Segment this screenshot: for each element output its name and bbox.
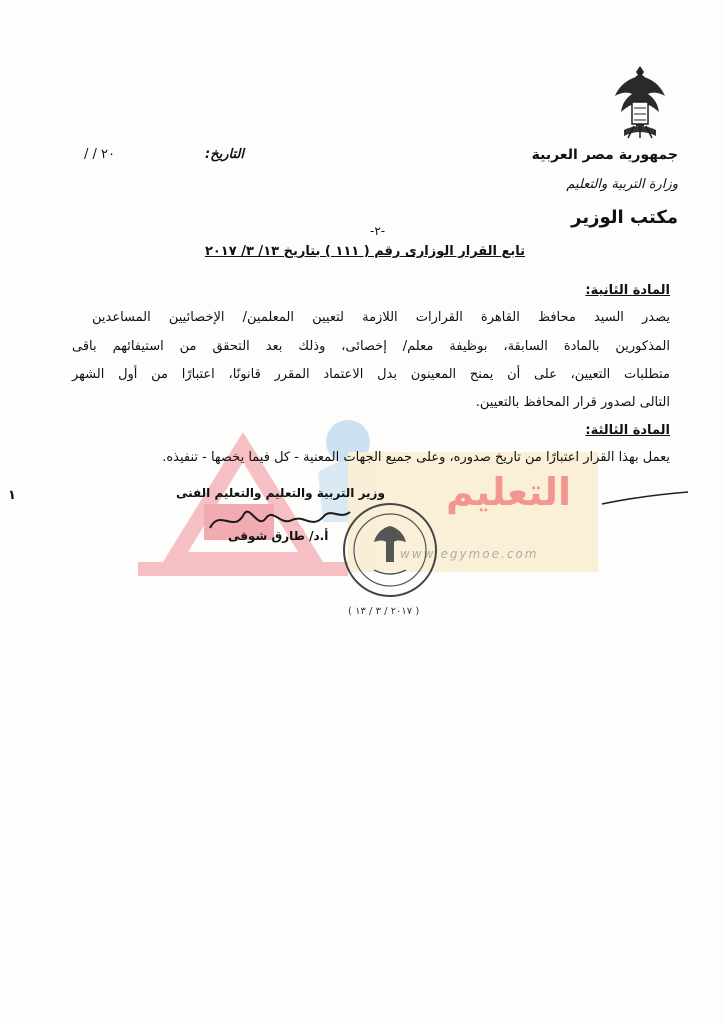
date-slots: / / ٢٠ [84, 147, 115, 162]
pen-stroke-icon [600, 488, 690, 508]
signatory-name: أ.د/ طارق شوقى [228, 529, 329, 543]
article-2-line: المذكورين بالمادة السابقة، بوظيفة معلم/ إخصائى، وذلك بعد التحقق من استيفائهم باقى [72, 339, 670, 354]
watermark-site: www.egymoe.com [400, 547, 539, 561]
watermark-text: التعليم [446, 470, 572, 514]
ministry-name: وزارة التربية والتعليم [566, 177, 678, 192]
decree-subject: تابع القرار الوزارى رقم ( ١١١ ) بتاريخ ١٣/ ٣/ ٢٠١٧ [204, 244, 526, 259]
reference-note: ( ٢٠١٧ / ٣ / ١٣ ) [348, 606, 420, 617]
article-3-text: يعمل بهذا القرار اعتبارًا من تاريخ صدوره، وعلى جميع الجهات المعنية - كل فيما يخصها - تنفيذه. [162, 450, 670, 465]
margin-number: ١ [8, 488, 16, 503]
article-3-title: المادة الثالثة: [585, 423, 670, 438]
office-name: مكتب الوزير [571, 207, 678, 228]
date-label: التاريخ: [205, 147, 244, 162]
republic-name: جمهورية مصر العربية [531, 147, 678, 163]
eagle-emblem-icon [612, 62, 668, 144]
article-2-line: يصدر السيد محافظ القاهرة القرارات اللازمة لتعيين المعلمين/ الإخصائيين المساعدين [92, 310, 670, 325]
page-number: -٢- [370, 224, 386, 238]
signatory-title: وزير التربية والتعليم والتعليم الفنى [176, 486, 385, 500]
article-2-line: متطلبات التعيين، على أن يمنح المعينون بدل الاعتماد المقرر قانونًا، اعتبارًا من أول الشهر [72, 367, 670, 382]
article-2-title: المادة الثانية: [585, 283, 670, 298]
article-2-line: التالى لصدور قرار المحافظ بالتعيين. [475, 395, 670, 410]
